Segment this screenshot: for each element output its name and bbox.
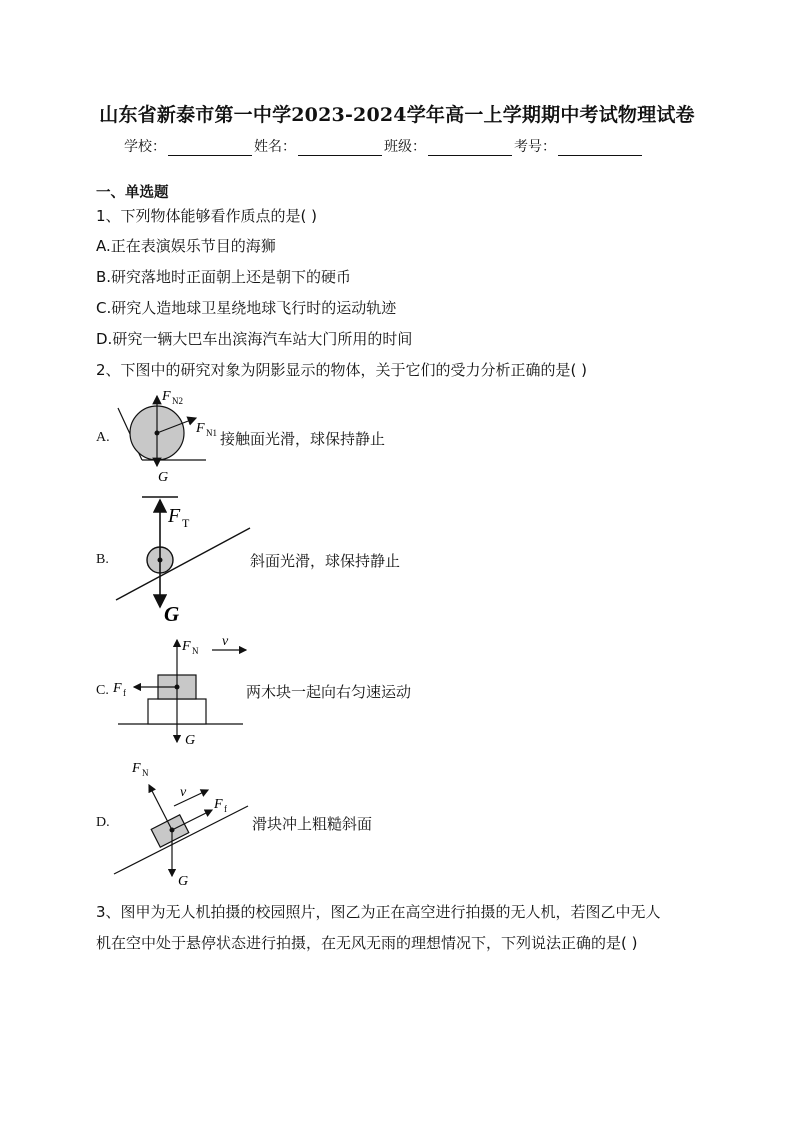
name-label: 姓名： (254, 139, 296, 155)
label-ff: F (214, 797, 223, 812)
question-3-line-1: 3、图甲为无人机拍摄的校园照片，图乙为正在高空进行拍摄的无人机，若图乙中无人 (96, 903, 661, 921)
option-c-blocks-diagram (108, 630, 248, 750)
svg-text:T: T (182, 516, 190, 530)
student-info-row (124, 136, 644, 156)
label-fn: F (182, 639, 191, 654)
label-ft: F (168, 505, 181, 527)
question-3-line-2: 机在空中处于悬停状态进行拍摄，在无风无雨的理想情况下，下列说法正确的是( ) (96, 934, 638, 952)
question-1-stem: 1、下列物体能够看作质点的是( ) (96, 207, 318, 225)
label-v: v (180, 785, 187, 800)
label-g: G (158, 470, 169, 485)
label-g: G (178, 874, 189, 889)
svg-text:f: f (224, 804, 227, 814)
exam-number-label: 考号： (514, 139, 556, 155)
question-2-option-a-letter: A. (96, 430, 110, 445)
class-label: 班级： (384, 139, 426, 155)
page-title: 山东省新泰市第一中学2023-2024学年高一上学期期中考试物理试卷 (99, 104, 695, 126)
question-2-option-c-letter: C. (96, 683, 109, 698)
label-g: G (164, 602, 180, 626)
option-d-slider-diagram (108, 752, 258, 892)
question-2-option-d-caption: 滑块冲上粗糙斜面 (252, 815, 373, 833)
school-label: 学校： (124, 139, 166, 155)
option-a-ball-diagram (108, 386, 228, 486)
school-blank[interactable] (168, 141, 252, 156)
question-2-option-d-letter: D. (96, 815, 110, 830)
svg-text:N: N (142, 768, 149, 778)
question-2-option-c-caption: 两木块一起向右匀速运动 (246, 683, 412, 701)
question-2-option-b-letter: B. (96, 552, 109, 567)
question-1-option-c: C.研究人造地球卫星绕地球飞行时的运动轨迹 (96, 299, 397, 317)
label-g: G (185, 733, 196, 748)
svg-text:f: f (123, 688, 126, 698)
label-fn: F (132, 761, 141, 776)
question-1-option-d: D.研究一辆大巴车出滨海汽车站大门所用的时间 (96, 330, 413, 348)
label-ff: F (113, 681, 122, 696)
name-blank[interactable] (298, 141, 382, 156)
question-1-option-b: B.研究落地时正面朝上还是朝下的硬币 (96, 268, 352, 286)
svg-text:N2: N2 (172, 396, 183, 406)
svg-text:N1: N1 (206, 428, 217, 438)
exam-number-blank[interactable] (558, 141, 642, 156)
question-1-option-a: A.正在表演娱乐节目的海狮 (96, 237, 276, 255)
label-fn1: F (196, 421, 205, 436)
section-heading: 一、单选题 (96, 185, 169, 201)
question-2-option-b-caption: 斜面光滑，球保持静止 (250, 552, 401, 570)
label-fn2: F (162, 389, 171, 404)
label-v: v (222, 634, 229, 649)
option-b-ball-diagram (108, 490, 258, 630)
incline-line (116, 528, 250, 600)
question-2-stem: 2、下图中的研究对象为阴影显示的物体，关于它们的受力分析正确的是( ) (96, 361, 588, 379)
class-blank[interactable] (428, 141, 512, 156)
svg-text:N: N (192, 646, 199, 656)
question-2-option-a-caption: 接触面光滑，球保持静止 (220, 430, 386, 448)
